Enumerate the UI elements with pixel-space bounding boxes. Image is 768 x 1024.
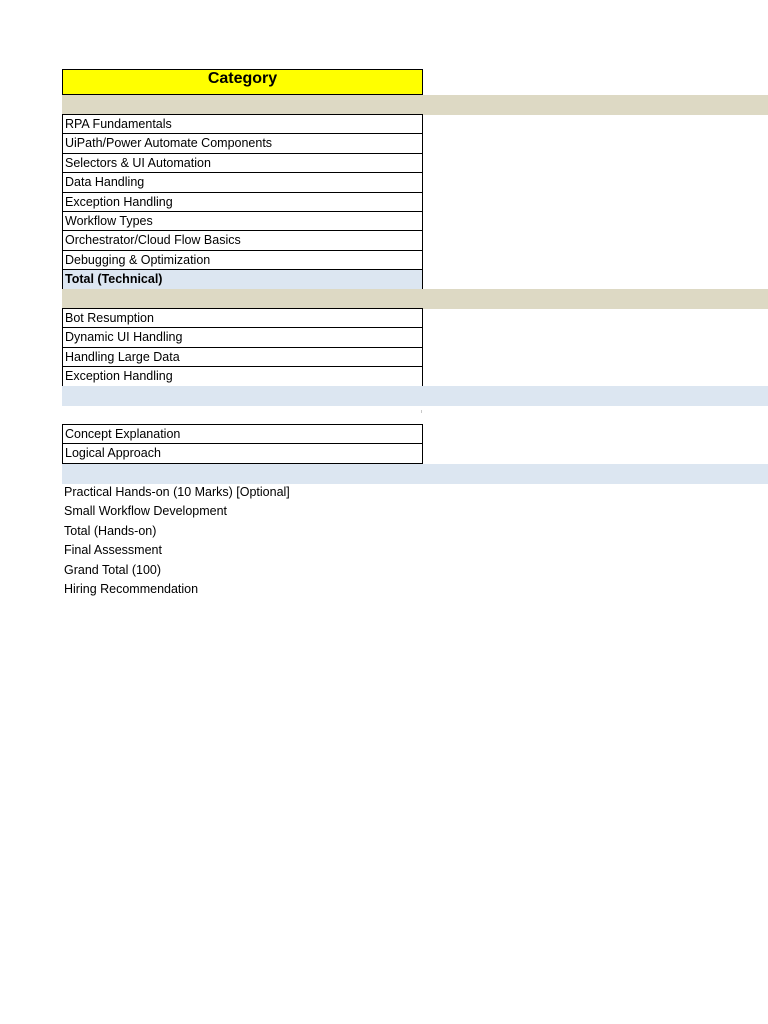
section-band-scenario-total[interactable] xyxy=(62,386,768,406)
cell-marker xyxy=(421,410,422,413)
list-item[interactable]: Final Assessment xyxy=(64,543,162,558)
table-row[interactable]: Data Handling xyxy=(62,173,423,192)
list-item[interactable]: Total (Hands-on) xyxy=(64,523,157,538)
table-row[interactable]: Workflow Types xyxy=(62,212,423,231)
section-band-communication-total[interactable] xyxy=(62,464,768,484)
table-row[interactable]: Orchestrator/Cloud Flow Basics xyxy=(62,231,423,250)
technical-total-row[interactable]: Total (Technical) xyxy=(62,270,423,289)
scenario-table xyxy=(62,308,423,387)
table-row[interactable]: Exception Handling xyxy=(62,367,423,386)
table-row[interactable]: Debugging & Optimization xyxy=(62,251,423,270)
section-band-scenario[interactable] xyxy=(62,289,768,309)
list-item[interactable]: Small Workflow Development xyxy=(64,504,228,519)
category-header[interactable]: Category xyxy=(62,69,423,95)
table-row[interactable]: Concept Explanation xyxy=(62,425,423,444)
table-row[interactable]: Handling Large Data xyxy=(62,348,423,367)
list-item[interactable]: Practical Hands-on (10 Marks) [Optional] xyxy=(64,485,290,499)
table-row[interactable]: Exception Handling xyxy=(62,193,423,212)
table-row[interactable]: Dynamic UI Handling xyxy=(62,328,423,347)
table-row[interactable]: RPA Fundamentals xyxy=(62,115,423,134)
section-band-technical[interactable] xyxy=(62,95,768,115)
table-row[interactable]: Selectors & UI Automation xyxy=(62,154,423,173)
technical-table xyxy=(62,114,423,290)
list-item[interactable]: Hiring Recommendation xyxy=(64,581,199,596)
hands-on-list xyxy=(64,483,290,599)
table-row[interactable]: Bot Resumption xyxy=(62,309,423,328)
table-row[interactable]: Logical Approach xyxy=(62,444,423,463)
communication-table xyxy=(62,424,423,464)
list-item[interactable]: Grand Total (100) xyxy=(64,562,162,577)
table-row[interactable]: UiPath/Power Automate Components xyxy=(62,134,423,153)
